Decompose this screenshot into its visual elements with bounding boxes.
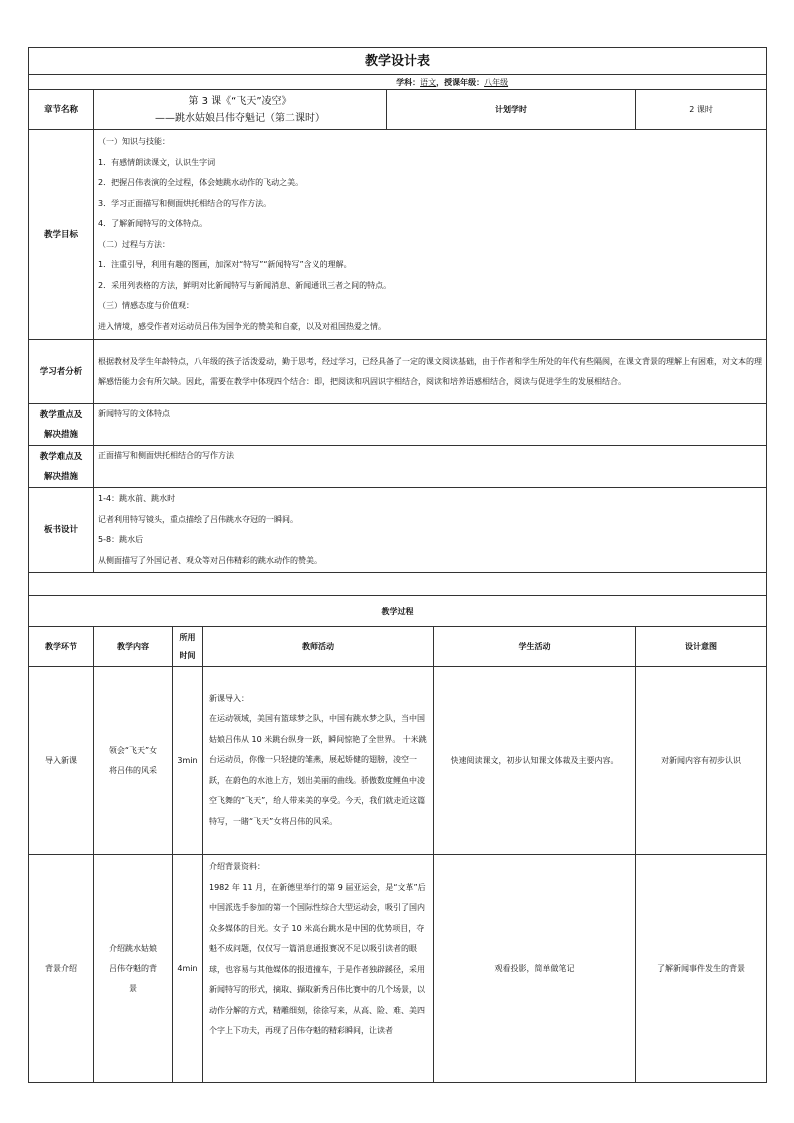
row2-teacher-line: 介绍背景资料： (209, 862, 265, 871)
grade-value: 八年级 (484, 77, 509, 87)
goal-line: 进入情境，感受作者对运动员吕伟为国争光的赞美和自豪，以及对祖国热爱之情。 (98, 321, 386, 331)
row1-teacher-line: 新课导入： (209, 693, 249, 703)
row2-content: 介绍跳水姑娘吕伟夺魁的背景 (94, 855, 173, 1083)
lesson-plan-page (28, 47, 766, 1083)
board-line: 记者利用特写镜头，重点描绘了吕伟跳水夺冠的一瞬间。 (98, 514, 298, 524)
header-student: 学生活动 (434, 627, 636, 667)
header-time: 所用 时间 (173, 627, 203, 667)
board-line: 1-4：跳水前、跳水时 (98, 494, 176, 503)
row1-teacher-line: 在运动领域，美国有篮球梦之队，中国有跳水梦之队，当中国姑娘吕伟从 10 米跳台纵身一跃，瞬间惊艳了全世界。 十米跳台运动员，你像一只轻捷的雏燕，展起矫健的翅膀，凌空一跃，在蔚色的水池上方，划出美丽的曲线。骄傲数度鲤鱼中凌空飞舞的“飞天”，给人带来美的享受。今天，我们就走近这篇特写，一睹“飞天”女将吕伟的风采。 (209, 714, 427, 826)
difficulties-label-line2: 解决措施 (43, 471, 78, 482)
board-design-content (94, 488, 767, 573)
lesson-plan-table (28, 47, 767, 1083)
document-title: 教学设计表 (29, 48, 767, 75)
goal-line: 2．把握吕伟表演的全过程，体会她跳水动作的飞动之美。 (98, 178, 304, 187)
goal-line: 1．注重引导，利用有趣的图画，加深对“特写”“新闻特写”含义的理解。 (98, 260, 352, 269)
goal-line: 4．了解新闻特写的文体特点。 (98, 219, 208, 228)
goals-content (94, 130, 767, 340)
row2-teacher-line: 1982 年 11 月，在新德里举行的第 9 届亚运会，是“文革”后中国派选手参加的第一个国际性综合大型运动会，吸引了国内众多媒体的目光。女子 10 米高台跳水是中国的优势项目，夺魁不成问题，仅仅写一篇消息通报赛况不足以吸引读者的眼球，也容易与其他媒体的报道撞车，于是作者独辟蹊径，采用新闻特写的形式，摘取、撷取新秀吕伟比赛中的几个场景，以动作分解的方式，精雕细刻，徐徐写来，从高、险、难、美四个字上下功夫，再现了吕伟夺魁的精彩瞬间，让读者 (209, 882, 426, 1035)
subject-grade-line (29, 75, 767, 90)
row1-student-activity: 快速阅读课文，初步认知课文体裁及主要内容。 (434, 667, 636, 855)
board-line: 5-8：跳水后 (98, 535, 144, 544)
header-stage: 教学环节 (29, 627, 94, 667)
key-points-label-line1: 教学重点及 (39, 409, 83, 420)
difficulties-label (29, 446, 94, 488)
row2-time: 4min (173, 855, 203, 1083)
grade-label: ，授课年级： (436, 77, 485, 87)
learner-analysis-text: 根据教材及学生年龄特点，八年级的孩子活泼爱动，勤于思考，经过学习，已经具备了一定的课文阅读基础，由于作者和学生所处的年代有些隔阂，在课文背景的理解上有困难，对文本的理解感悟能力会有所欠缺。因此，需要在教学中体现四个结合：即，把阅读和巩固识字相结合，阅读和培养语感相结合，阅读与促进学生的发展相结合。 (94, 340, 767, 404)
goal-line: 3．学习正面描写和侧面烘托相结合的写作方法。 (98, 198, 272, 208)
subject-label: 学科： (396, 77, 421, 87)
header-teacher: 教师活动 (203, 627, 434, 667)
row2-design-intent: 了解新闻事件发生的背景 (636, 855, 767, 1083)
goal-line: 2．采用列表格的方法，鲜明对比新闻特写与新闻消息、新闻通讯三者之间的特点。 (98, 280, 392, 290)
row1-stage: 导入新课 (29, 667, 94, 855)
row1-time: 3min (173, 667, 203, 855)
board-line: 从侧面描写了外国记者、观众等对吕伟精彩的跳水动作的赞美。 (98, 555, 322, 565)
row1-content: 领会“飞天”女将吕伟的风采 (94, 667, 173, 855)
goal-line: 1．有感情朗读课文，认识生字词 (98, 157, 216, 167)
goal-line: （三）情感态度与价值观： (98, 301, 194, 310)
chapter-label: 章节名称 (29, 90, 94, 130)
plan-hours-label: 计划学时 (387, 90, 636, 130)
lesson-title-line2: ——跳水姑娘吕伟夺魁记（第二课时） (155, 112, 325, 124)
spacer-row (29, 573, 767, 596)
key-points-label-line2: 解决措施 (43, 429, 78, 440)
row1-teacher-activity (203, 667, 434, 855)
row2-teacher-activity (203, 855, 434, 1083)
key-points-text: 新闻特写的文体特点 (94, 404, 767, 446)
subject-value: 语文 (420, 77, 437, 87)
difficulties-label-line1: 教学难点及 (39, 451, 83, 462)
learner-analysis-label: 学习者分析 (29, 340, 94, 404)
row1-design-intent: 对新闻内容有初步认识 (636, 667, 767, 855)
row2-stage: 背景介绍 (29, 855, 94, 1083)
lesson-title (94, 90, 387, 130)
goals-label: 教学目标 (29, 130, 94, 340)
lesson-title-line1: 第 3 课《“飞天”凌空》 (188, 95, 292, 107)
difficulties-text: 正面描写和侧面烘托相结合的写作方法 (94, 446, 767, 488)
board-design-label: 板书设计 (29, 488, 94, 573)
goal-line: （二）过程与方法： (98, 239, 170, 249)
key-points-label (29, 404, 94, 446)
goal-line: （一）知识与技能： (98, 137, 170, 146)
header-content: 教学内容 (94, 627, 173, 667)
plan-hours-value: 2 课时 (636, 90, 767, 130)
process-title: 教学过程 (29, 596, 767, 627)
row2-student-activity: 观看投影，简单做笔记 (434, 855, 636, 1083)
header-intent: 设计意图 (636, 627, 767, 667)
